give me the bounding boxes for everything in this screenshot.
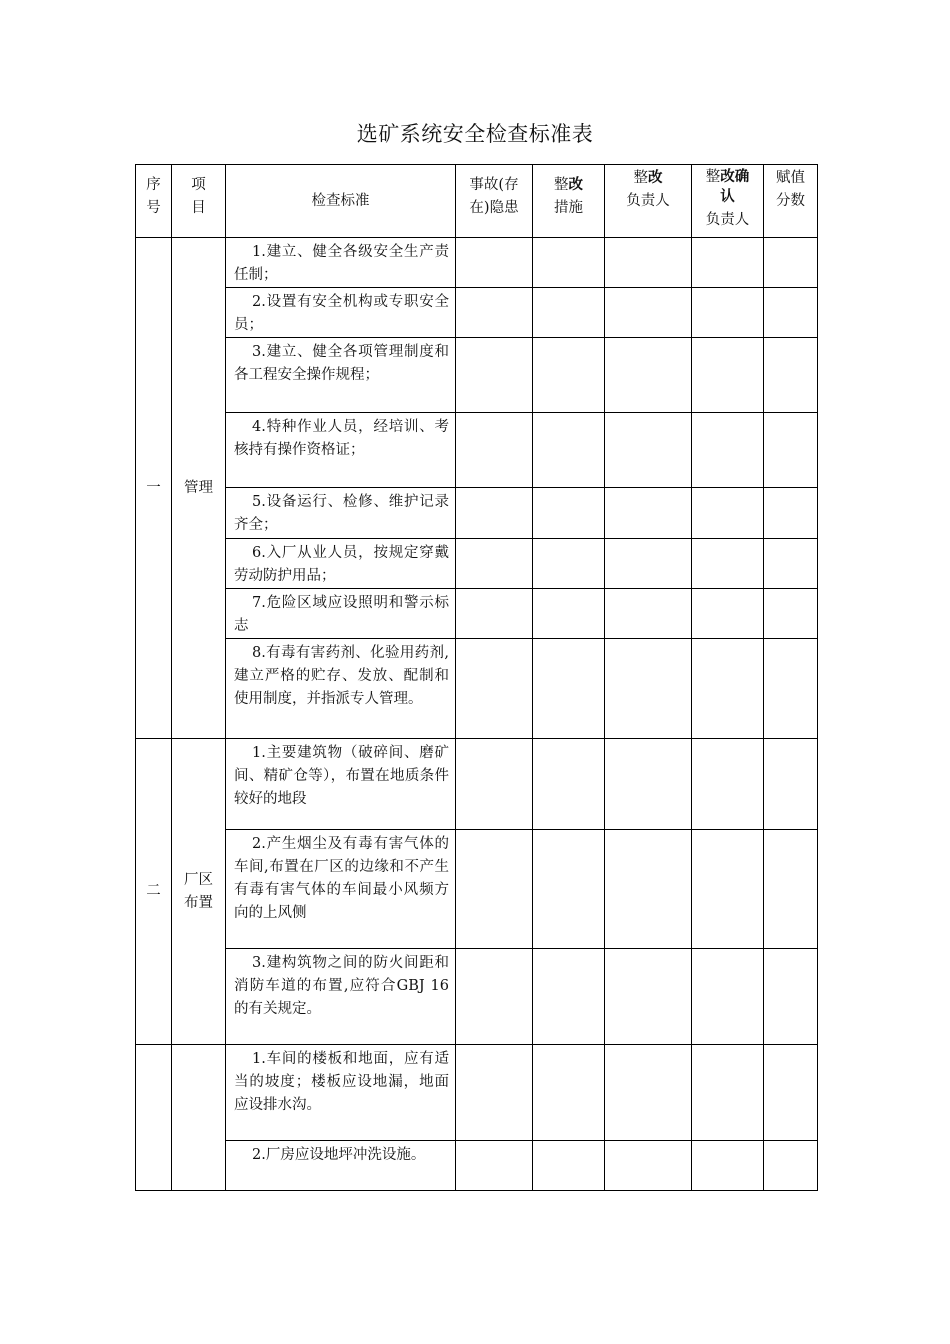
owner-cell[interactable] <box>605 1141 692 1191</box>
owner-cell[interactable] <box>605 1045 692 1141</box>
measure-cell[interactable] <box>533 238 605 288</box>
confirm-cell[interactable] <box>692 830 764 949</box>
confirm-cell[interactable] <box>692 288 764 338</box>
score-cell[interactable] <box>764 589 818 639</box>
confirm-cell[interactable] <box>692 739 764 830</box>
confirm-cell[interactable] <box>692 639 764 739</box>
score-cell[interactable] <box>764 488 818 539</box>
measure-cell[interactable] <box>533 830 605 949</box>
hazard-cell[interactable] <box>456 830 533 949</box>
confirm-cell[interactable] <box>692 1045 764 1141</box>
confirm-cell[interactable] <box>692 338 764 413</box>
score-cell[interactable] <box>764 1045 818 1141</box>
confirm-cell[interactable] <box>692 413 764 488</box>
criteria-text: 1.主要建筑物（破碎间、磨矿间、精矿仓等），布置在地质条件较好的地段 <box>234 745 449 807</box>
owner-cell[interactable] <box>605 639 692 739</box>
hazard-cell[interactable] <box>456 739 533 830</box>
section-item: 管理 <box>172 238 226 739</box>
confirm-cell[interactable] <box>692 589 764 639</box>
score-cell[interactable] <box>764 639 818 739</box>
score-cell[interactable] <box>764 413 818 488</box>
owner-cell[interactable] <box>605 488 692 539</box>
table-row <box>136 949 818 1045</box>
confirm-cell[interactable] <box>692 1141 764 1191</box>
criteria-text: 8.有毒有害药剂、化验用药剂,建立严格的贮存、发放、配制和使用制度，并指派专人管理。 <box>234 645 449 707</box>
confirm-cell[interactable] <box>692 238 764 288</box>
score-cell[interactable] <box>764 949 818 1045</box>
owner-cell[interactable] <box>605 589 692 639</box>
table-row <box>136 739 818 830</box>
criteria-text: 3.建立、健全各项管理制度和各工程安全操作规程； <box>234 344 449 383</box>
owner-cell[interactable] <box>605 739 692 830</box>
score-cell[interactable] <box>764 539 818 589</box>
criteria-text: 5.设备运行、检修、维护记录齐全； <box>234 494 449 533</box>
measure-cell[interactable] <box>533 739 605 830</box>
page-title: 选矿系统安全检查标准表 <box>356 122 594 146</box>
confirm-cell[interactable] <box>692 488 764 539</box>
hazard-cell[interactable] <box>456 413 533 488</box>
table-row <box>136 413 818 488</box>
confirm-cell[interactable] <box>692 949 764 1045</box>
measure-cell[interactable] <box>533 288 605 338</box>
hazard-cell[interactable] <box>456 1045 533 1141</box>
hazard-cell[interactable] <box>456 1141 533 1191</box>
hazard-cell[interactable] <box>456 338 533 413</box>
header-measure: 整改 措施 <box>533 165 605 238</box>
criteria-text: 2.设置有安全机构或专职安全员； <box>234 294 449 333</box>
header-item: 项 目 <box>172 165 226 238</box>
header-confirm: 整改确 认 负责人 <box>692 165 764 238</box>
hazard-cell[interactable] <box>456 288 533 338</box>
measure-cell[interactable] <box>533 413 605 488</box>
criteria-text: 4.特种作业人员，经培训、考核持有操作资格证； <box>234 419 449 458</box>
measure-cell[interactable] <box>533 1045 605 1141</box>
table-row <box>136 488 818 539</box>
table-row <box>136 830 818 949</box>
score-cell[interactable] <box>764 338 818 413</box>
score-cell[interactable] <box>764 739 818 830</box>
header-seq: 序 号 <box>136 165 172 238</box>
owner-cell[interactable] <box>605 238 692 288</box>
table-row <box>136 238 818 288</box>
owner-cell[interactable] <box>605 539 692 589</box>
criteria-text: 2.产生烟尘及有毒有害气体的车间,布置在厂区的边缘和不产生有毒有害气体的车间最小风频方向的上风侧 <box>234 836 449 921</box>
owner-cell[interactable] <box>605 830 692 949</box>
header-owner: 整改 负责人 <box>605 165 692 238</box>
measure-cell[interactable] <box>533 488 605 539</box>
measure-cell[interactable] <box>533 589 605 639</box>
header-row <box>136 165 818 238</box>
measure-cell[interactable] <box>533 338 605 413</box>
measure-cell[interactable] <box>533 539 605 589</box>
owner-cell[interactable] <box>605 288 692 338</box>
confirm-cell[interactable] <box>692 539 764 589</box>
section-seq: 一 <box>136 238 172 739</box>
header-criteria: 检查标准 <box>226 165 456 238</box>
measure-cell[interactable] <box>533 639 605 739</box>
criteria-text: 1.车间的楼板和地面，应有适当的坡度；楼板应设地漏，地面应设排水沟。 <box>234 1051 449 1113</box>
section-seq: 二 <box>136 739 172 1045</box>
criteria-text: 3.建构筑物之间的防火间距和消防车道的布置,应符合GBJ 16的有关规定。 <box>234 955 449 1017</box>
criteria-text: 1.建立、健全各级安全生产责任制； <box>234 244 449 283</box>
score-cell[interactable] <box>764 1141 818 1191</box>
measure-cell[interactable] <box>533 949 605 1045</box>
section-seq <box>136 1045 172 1191</box>
table-row <box>136 1141 818 1191</box>
hazard-cell[interactable] <box>456 238 533 288</box>
owner-cell[interactable] <box>605 338 692 413</box>
hazard-cell[interactable] <box>456 589 533 639</box>
section-item: 厂区 布置 <box>172 739 226 1045</box>
criteria-text: 6.入厂从业人员，按规定穿戴劳动防护用品； <box>234 545 449 584</box>
table-row <box>136 589 818 639</box>
table-row <box>136 539 818 589</box>
owner-cell[interactable] <box>605 413 692 488</box>
hazard-cell[interactable] <box>456 539 533 589</box>
table-row <box>136 338 818 413</box>
score-cell[interactable] <box>764 830 818 949</box>
owner-cell[interactable] <box>605 949 692 1045</box>
score-cell[interactable] <box>764 238 818 288</box>
table-row <box>136 288 818 338</box>
table-row <box>136 639 818 739</box>
criteria-text: 2.厂房应设地坪冲洗设施。 <box>252 1147 426 1163</box>
measure-cell[interactable] <box>533 1141 605 1191</box>
hazard-cell[interactable] <box>456 639 533 739</box>
inspection-table <box>135 164 818 1191</box>
section-item <box>172 1045 226 1191</box>
hazard-cell[interactable] <box>456 949 533 1045</box>
header-hazard: 事故(存 在)隐患 <box>456 165 533 238</box>
criteria-text: 7.危险区域应设照明和警示标志 <box>234 595 449 634</box>
table-row <box>136 1045 818 1141</box>
score-cell[interactable] <box>764 288 818 338</box>
hazard-cell[interactable] <box>456 488 533 539</box>
header-score: 赋值 分数 <box>764 165 818 238</box>
